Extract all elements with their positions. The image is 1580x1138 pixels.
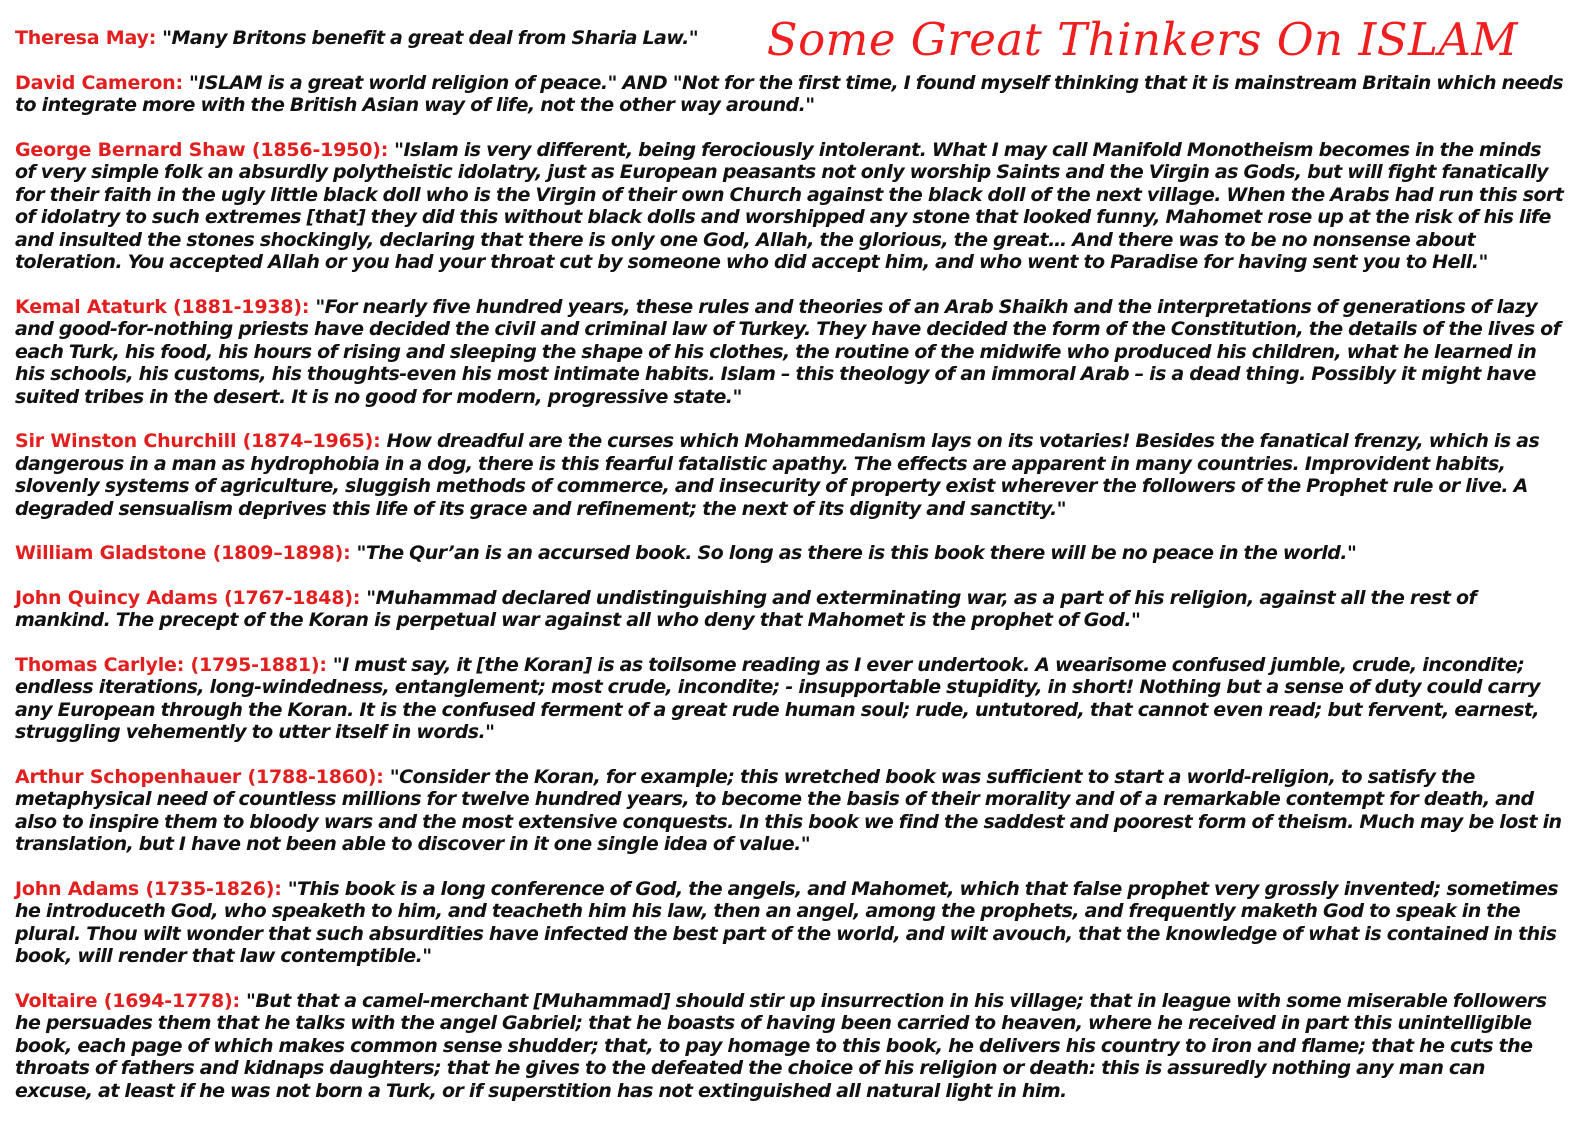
- quote-item: [15, 72, 1565, 117]
- quote-speaker: Arthur Schopenhauer (1788-1860):: [15, 765, 384, 788]
- quote-text: "Consider the Koran, for example; this wretched book was sufficient to start a world-religion, to satisfy the metaphysical need of countless millions for twelve hundred years, to become the basis of their morality and of a remarkable contempt for death, and also to inspire them to bloody wars and the most extensive conquests. In this book we find the saddest and poorest form of theism. Much may be lost in translation, but I have not been able to discover in it one single idea of value.": [15, 765, 1562, 855]
- quote-speaker: Thomas Carlyle: (1795-1881):: [15, 653, 327, 676]
- quote-speaker: David Cameron:: [15, 71, 183, 94]
- quote-text: "For nearly five hundred years, these rules and theories of an Arab Shaikh and the interpretations of generations of lazy and good-for-nothing priests have decided the civil and criminal law of Turkey. They have decided the form of the Constitution, the details of the lives of each Turk, his food, his hours of rising and sleeping the shape of his clothes, the routine of the midwife who produced his children, what he learned in his schools, his customs, his thoughts-even his most intimate habits. Islam – this theology of an immoral Arab – is a dead thing. Possibly it might have suited tribes in the desert. It is no good for modern, progressive state.": [15, 295, 1561, 408]
- quote-text: "Islam is very different, being ferociously intolerant. What I may call Manifold Monotheism becomes in the minds of very simple folk an absurdly polytheistic idolatry, just as European peasants not only worship Saints and the Virgin as Gods, but will fight fanatically for their faith in the ugly little black doll who is the Virgin of their own Church against the black doll of the next village. When the Arabs had run this sort of idolatry to such extremes [that] they did this without black dolls and worshipped any stone that looked funny, Mahomet rose up at the risk of his life and insulted the stones shockingly, declaring that there is only one God, Allah, the glorious, the great… And there was to be no nonsense about toleration. You accepted Allah or you had your throat cut by someone who did accept him, and who went to Paradise for having sent you to Hell.": [15, 138, 1564, 273]
- quote-item: [15, 27, 1565, 50]
- quote-text: How dreadful are the curses which Mohammedanism lays on its votaries! Besides the fanatical frenzy, which is as dangerous in a man as hydrophobia in a dog, there is this fearful fatalistic apathy. The effects are apparent in many countries. Improvident habits, slovenly systems of agriculture, sluggish methods of commerce, and insecurity of property exist wherever the followers of the Prophet rule or live. A degraded sensualism deprives this life of its grace and refinement; the next of its dignity and sanctity.": [15, 430, 1540, 520]
- quote-item: [15, 296, 1565, 409]
- quote-list: [15, 27, 1565, 1124]
- quote-speaker: Voltaire (1694-1778):: [15, 989, 240, 1012]
- quote-item: [15, 139, 1565, 274]
- quote-text: "ISLAM is a great world religion of peace." AND "Not for the first time, I found myself thinking that it is mainstream Britain which needs to integrate more with the British Asian way of life, not the other way around.": [15, 71, 1563, 116]
- quote-item: [15, 990, 1565, 1103]
- quote-item: [15, 654, 1565, 744]
- quote-text: "But that a camel-merchant [Muhammad] should stir up insurrection in his village; that in league with some miserable followers he persuades them that he talks with the angel Gabriel; that he boasts of having been carried to heaven, where he received in part this unintelligible book, each page of which makes common sense shudder; that, to pay homage to this book, he delivers his country to iron and flame; that he cuts the throats of fathers and kidnaps daughters; that he gives to the defeated the choice of his religion or death: this is assuredly nothing any man can excuse, at least if he was not born a Turk, or if superstition has not extinguished all natural light in him.: [15, 989, 1547, 1102]
- quote-speaker: John Adams (1735-1826):: [15, 877, 282, 900]
- quote-item: [15, 878, 1565, 968]
- quote-speaker: Theresa May:: [15, 27, 157, 49]
- page-title: Some Great Thinkers On ISLAM: [766, 13, 1518, 66]
- quote-speaker: Kemal Ataturk (1881-1938):: [15, 295, 310, 318]
- quote-text: "Muhammad declared undistinguishing and exterminating war, as a part of his religion, against all the rest of mankind. The precept of the Koran is perpetual war against all who deny that Mahomet is the prophet of God.": [15, 586, 1477, 631]
- quote-item: [15, 587, 1565, 632]
- quote-text: "The Qur’an is an accursed book. So long as there is this book there will be no peace in the world.": [356, 542, 1357, 564]
- quote-speaker: Sir Winston Churchill (1874–1965):: [15, 430, 381, 452]
- quote-item: [15, 542, 1565, 565]
- quote-speaker: George Bernard Shaw (1856-1950):: [15, 138, 389, 161]
- quote-text: "Many Britons benefit a great deal from Sharia Law.": [162, 27, 699, 49]
- quote-item: [15, 766, 1565, 856]
- quote-text: "I must say, it [the Koran] is as toilsome reading as I ever undertook. A wearisome confused jumble, crude, incondite; endless iterations, long-windedness, entanglement; most crude, incondite; - insupportable stupidity, in short! Nothing but a sense of duty could carry any European through the Koran. It is the confused ferment of a great rude human soul; rude, untutored, that cannot even read; but fervent, earnest, struggling vehemently to utter itself in words.": [15, 653, 1540, 743]
- quote-speaker: William Gladstone (1809–1898):: [15, 542, 351, 564]
- quote-text: "This book is a long conference of God, the angels, and Mahomet, which that false prophet very grossly invented; sometimes he introduceth God, who speaketh to him, and teacheth him his law, then an angel, among the prophets, and frequently maketh God to speak in the plural. Thou wilt wonder that such absurdities have infected the best part of the world, and wilt avouch, that the knowledge of what is contained in this book, will render that law contemptible.": [15, 877, 1559, 967]
- quote-speaker: John Quincy Adams (1767-1848):: [15, 586, 361, 609]
- quote-item: [15, 430, 1565, 520]
